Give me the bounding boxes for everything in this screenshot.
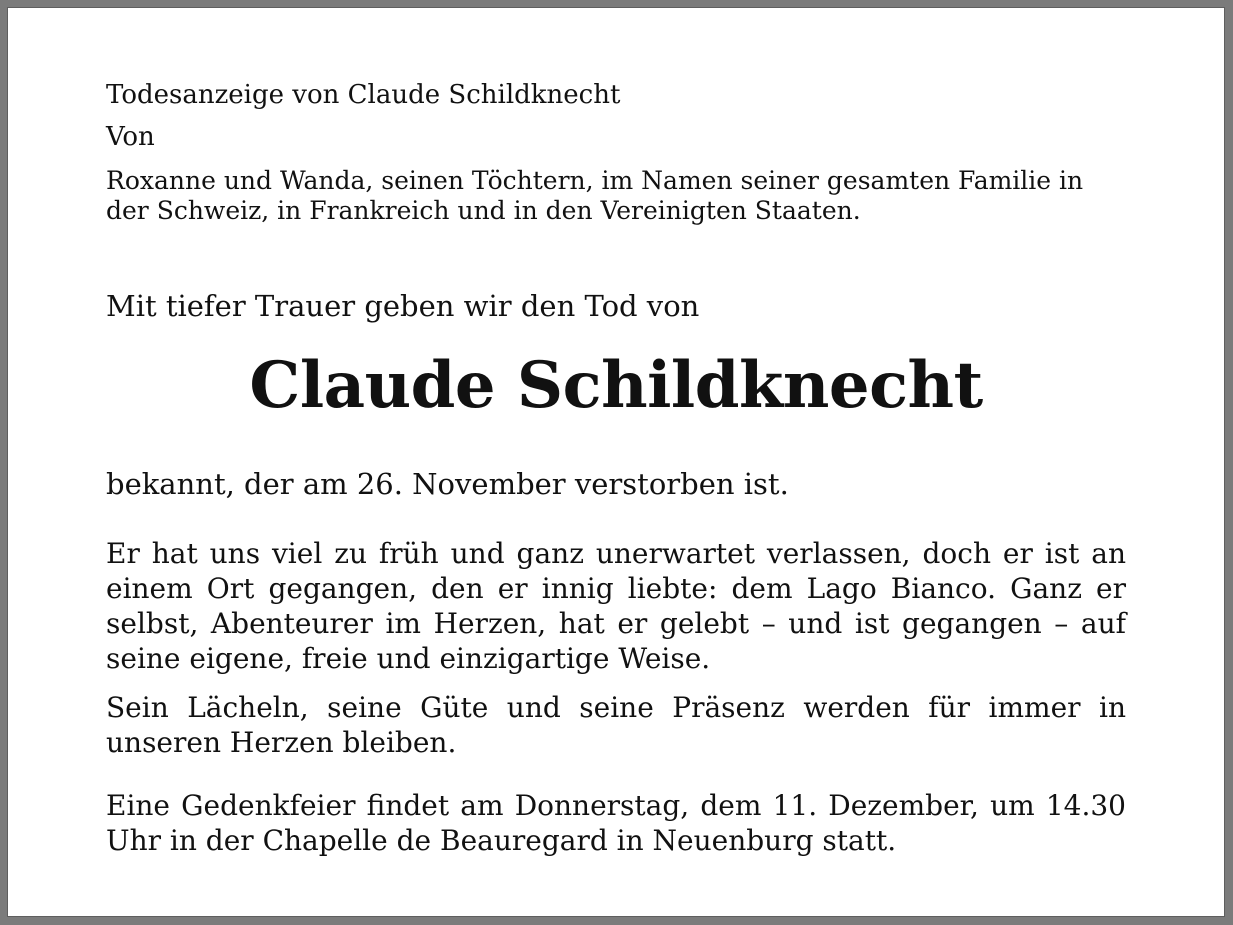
- from-text: Roxanne und Wanda, seinen Töchtern, im Namen seiner gesamten Familie in der Schweiz, in Frankreich und in den Vereinigten Staaten.: [106, 166, 1084, 225]
- death-line: bekannt, der am 26. November verstorben ist.: [106, 467, 789, 501]
- document-page: [8, 8, 1224, 916]
- paragraph-memory: Er hat uns viel zu früh und ganz unerwartet verlassen, doch er ist an einem Ort gegangen, den er innig liebte: dem Lago Bianco. Ganz er selbst, Abenteurer im Herzen, hat er gelebt – und ist gegangen – auf seine eigene, freie und einzigartige Weise.: [106, 537, 1126, 675]
- paragraph-remembrance: Sein Lächeln, seine Güte und seine Präsenz werden für immer in unseren Herzen bleiben.: [106, 691, 1126, 759]
- announcement-intro: Mit tiefer Trauer geben wir den Tod von: [106, 289, 700, 323]
- obituary-title-line: Todesanzeige von Claude Schildknecht: [106, 80, 621, 110]
- deceased-name: Claude Schildknecht: [249, 348, 983, 423]
- from-label: Von: [106, 122, 155, 152]
- paragraph-ceremony: Eine Gedenkfeier findet am Donnerstag, dem 11. Dezember, um 14.30 Uhr in der Chapelle de Beauregard in Neuenburg statt.: [106, 789, 1126, 857]
